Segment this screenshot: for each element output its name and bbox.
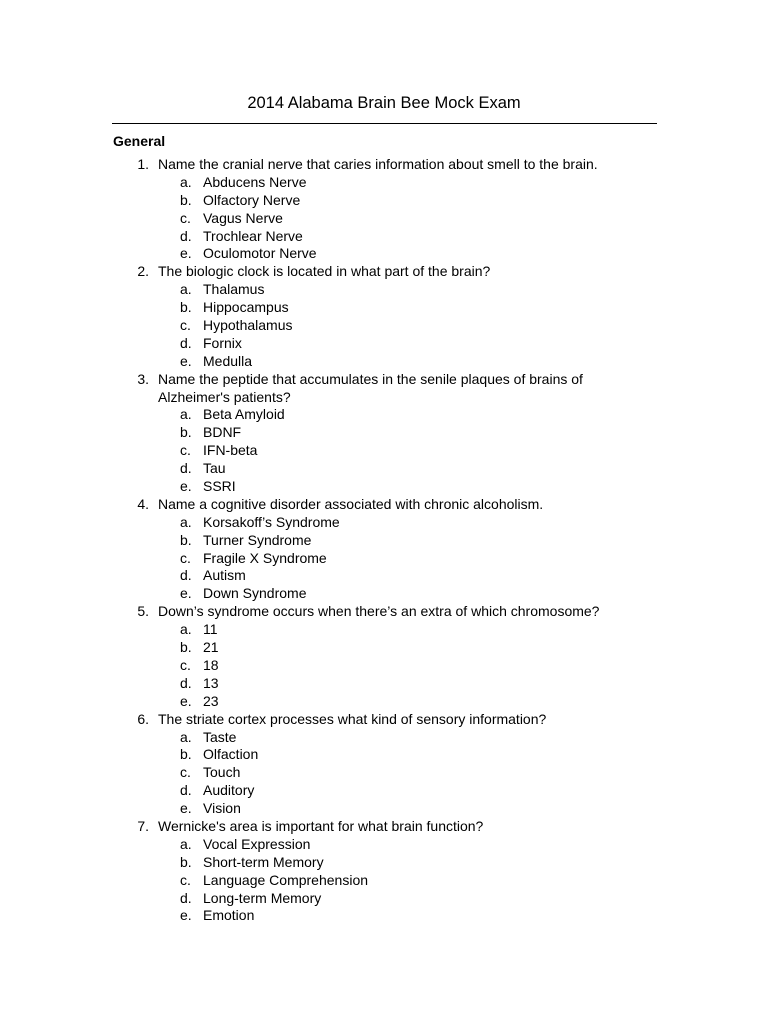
- answer-option: [0, 228, 768, 246]
- answer-option: [0, 550, 768, 568]
- option-text: Long-term Memory: [203, 889, 322, 906]
- option-letter: b.: [180, 746, 192, 763]
- option-text: Oculomotor Nerve: [203, 245, 317, 262]
- option-text: 13: [203, 674, 219, 691]
- option-text: Fragile X Syndrome: [203, 549, 327, 566]
- question-text: The biologic clock is located in what part of the brain?: [158, 263, 491, 280]
- answer-option: [0, 675, 768, 693]
- section-heading: General: [113, 133, 166, 149]
- question-line: [0, 156, 768, 174]
- question-3: [0, 371, 768, 496]
- question-text: Down’s syndrome occurs when there’s an extra of which chromosome?: [158, 603, 600, 620]
- option-text: Taste: [203, 728, 237, 745]
- question-5: [0, 603, 768, 710]
- option-letter: c.: [180, 871, 191, 888]
- answer-option: [0, 442, 768, 460]
- question-number: 1.: [137, 156, 149, 172]
- option-text: Hippocampus: [203, 299, 289, 316]
- answer-option: [0, 746, 768, 764]
- option-text: Down Syndrome: [203, 585, 307, 602]
- question-list: [0, 156, 768, 925]
- answer-option: [0, 872, 768, 890]
- answer-option: [0, 406, 768, 424]
- option-letter: e.: [180, 245, 192, 262]
- option-text: Vagus Nerve: [203, 209, 283, 226]
- answer-option: [0, 657, 768, 675]
- option-letter: e.: [180, 352, 192, 369]
- option-text: 18: [203, 656, 219, 673]
- question-line: [0, 263, 768, 281]
- answer-option: [0, 245, 768, 263]
- option-letter: e.: [180, 585, 192, 602]
- option-text: Short-term Memory: [203, 853, 324, 870]
- question-text: Wernicke's area is important for what brain function?: [158, 817, 484, 834]
- option-letter: b.: [180, 531, 192, 548]
- option-text: 11: [203, 621, 218, 638]
- option-letter: a.: [180, 173, 192, 190]
- option-letter: e.: [180, 478, 192, 495]
- question-line: [0, 496, 768, 514]
- option-text: Olfactory Nerve: [203, 191, 301, 208]
- question-number: 6.: [137, 710, 149, 727]
- option-letter: c.: [180, 656, 191, 673]
- option-text: Trochlear Nerve: [203, 227, 303, 244]
- option-letter: a.: [180, 513, 192, 530]
- option-letter: d.: [180, 460, 192, 477]
- option-text: SSRI: [203, 478, 236, 495]
- answer-option: [0, 836, 768, 854]
- option-letter: a.: [180, 621, 192, 638]
- option-letter: d.: [180, 889, 192, 906]
- answer-option: [0, 854, 768, 872]
- option-letter: c.: [180, 317, 191, 334]
- option-letter: d.: [180, 782, 192, 799]
- question-number: 2.: [137, 263, 149, 280]
- option-text: Autism: [203, 567, 246, 584]
- answer-option: [0, 907, 768, 925]
- answer-option: [0, 317, 768, 335]
- option-text: BDNF: [203, 424, 242, 441]
- option-letter: c.: [180, 764, 191, 781]
- option-letter: a.: [180, 406, 192, 423]
- option-letter: b.: [180, 424, 192, 441]
- option-text: Vision: [203, 800, 241, 817]
- answer-option: [0, 639, 768, 657]
- option-text: Korsakoff’s Syndrome: [203, 513, 340, 530]
- option-text: Abducens Nerve: [203, 173, 307, 190]
- option-letter: d.: [180, 567, 192, 584]
- question-6: [0, 711, 768, 818]
- question-7: [0, 818, 768, 925]
- answer-option: [0, 174, 768, 192]
- question-number: 4.: [137, 495, 149, 512]
- question-line: [0, 603, 768, 621]
- answer-option: [0, 478, 768, 496]
- question-4: [0, 496, 768, 603]
- option-letter: c.: [180, 442, 191, 459]
- option-text: Fornix: [203, 334, 242, 351]
- answer-option: [0, 514, 768, 532]
- answer-option: [0, 693, 768, 711]
- question-text: The striate cortex processes what kind of sensory information?: [158, 710, 547, 727]
- option-text: 21: [203, 639, 219, 656]
- option-text: Tau: [203, 460, 226, 477]
- answer-option: [0, 192, 768, 210]
- question-number: 3.: [137, 370, 149, 387]
- answer-option: [0, 353, 768, 371]
- option-text: Hypothalamus: [203, 317, 293, 334]
- answer-option: [0, 335, 768, 353]
- option-letter: a.: [180, 835, 192, 852]
- answer-option: [0, 299, 768, 317]
- answer-option: [0, 890, 768, 908]
- option-text: Thalamus: [203, 281, 265, 298]
- option-letter: d.: [180, 227, 192, 244]
- question-text: Name a cognitive disorder associated with chronic alcoholism.: [158, 495, 544, 512]
- answer-option: [0, 621, 768, 639]
- option-letter: e.: [180, 692, 192, 709]
- question-text: Name the peptide that accumulates in the senile plaques of brains of: [158, 370, 583, 387]
- answer-option: [0, 281, 768, 299]
- option-text: Beta Amyloid: [203, 406, 285, 423]
- option-letter: c.: [180, 209, 191, 226]
- answer-option: [0, 764, 768, 782]
- option-letter: b.: [180, 191, 192, 208]
- option-letter: b.: [180, 299, 192, 316]
- answer-option: [0, 210, 768, 228]
- question-number: 5.: [137, 603, 149, 620]
- question-1: [0, 156, 768, 263]
- option-letter: e.: [180, 907, 192, 924]
- answer-option: [0, 585, 768, 603]
- question-line: [0, 818, 768, 836]
- answer-option: [0, 782, 768, 800]
- option-text: 23: [203, 692, 219, 709]
- option-text: Turner Syndrome: [203, 531, 312, 548]
- question-line: [0, 711, 768, 729]
- answer-option: [0, 729, 768, 747]
- page-title: 2014 Alabama Brain Bee Mock Exam: [247, 94, 521, 112]
- option-letter: d.: [180, 334, 192, 351]
- question-2: [0, 263, 768, 370]
- question-line: [0, 389, 768, 407]
- question-text: Name the cranial nerve that caries information about smell to the brain.: [158, 156, 598, 172]
- option-text: IFN-beta: [203, 442, 258, 459]
- question-number: 7.: [137, 817, 149, 834]
- option-text: Language Comprehension: [203, 871, 369, 888]
- option-text: Olfaction: [203, 746, 259, 763]
- option-letter: b.: [180, 853, 192, 870]
- option-letter: b.: [180, 639, 192, 656]
- answer-option: [0, 567, 768, 585]
- option-letter: a.: [180, 281, 192, 298]
- answer-option: [0, 424, 768, 442]
- question-text: Alzheimer's patients?: [158, 388, 291, 405]
- answer-option: [0, 800, 768, 818]
- option-text: Emotion: [203, 907, 255, 924]
- option-letter: e.: [180, 800, 192, 817]
- option-letter: d.: [180, 674, 192, 691]
- option-text: Touch: [203, 764, 241, 781]
- option-text: Auditory: [203, 782, 255, 799]
- option-text: Medulla: [203, 352, 253, 369]
- option-letter: c.: [180, 549, 191, 566]
- option-letter: a.: [180, 728, 192, 745]
- title-divider: [112, 123, 657, 124]
- answer-option: [0, 532, 768, 550]
- answer-option: [0, 460, 768, 478]
- question-line: [0, 371, 768, 389]
- option-text: Vocal Expression: [203, 835, 311, 852]
